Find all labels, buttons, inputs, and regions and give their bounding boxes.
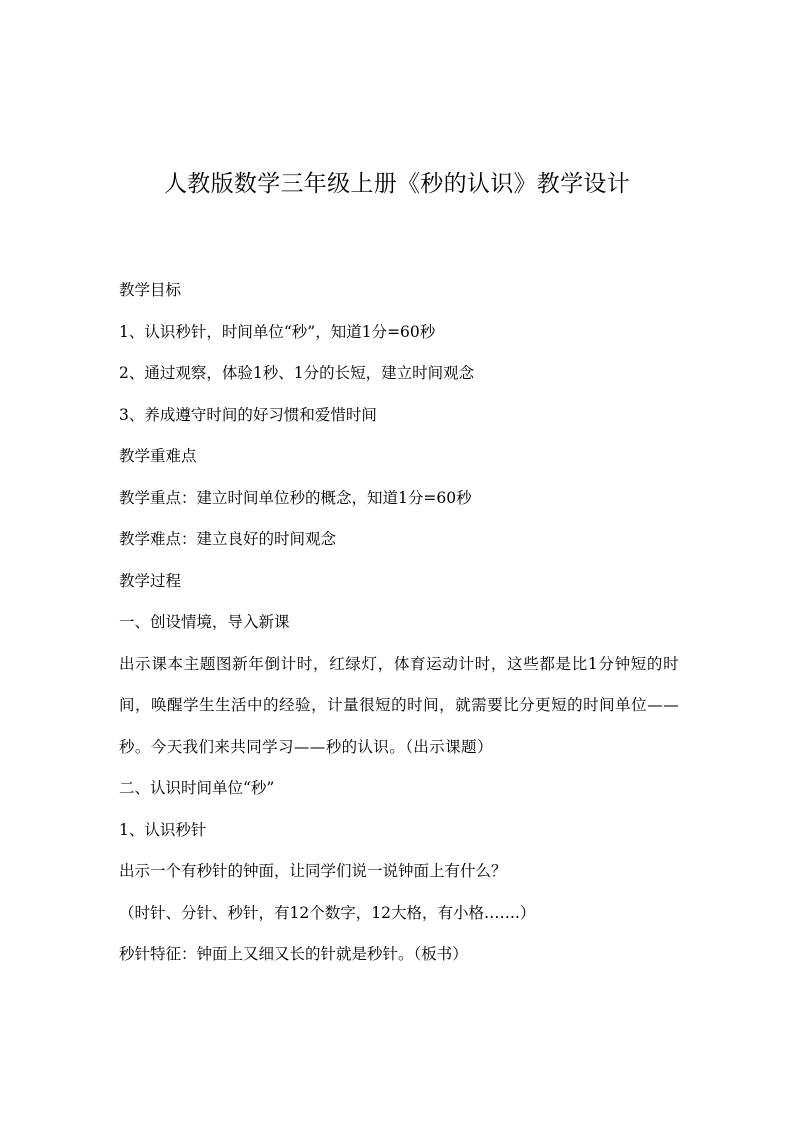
clock-answer-text: （时针、分针、秒针，有12个数字，12大格，有小格…….）	[119, 903, 536, 922]
objective-item-3: 3、养成遵守时间的好习惯和爱惜时间	[119, 405, 377, 424]
intro-paragraph: 出示课本主题图新年倒计时，红绿灯，体育运动计时，这些都是比1分钟短的时间，唤醒学生生活中的经验，计量很短的时间，就需要比分更短的时间单位——秒。今天我们来共同学习——秒的认识。（出示课题）	[119, 654, 679, 756]
clock-prompt-text: 出示一个有秒针的钟面，让同学们说一说钟面上有什么？	[119, 862, 507, 880]
section-heading-process: 教学过程	[119, 571, 182, 590]
section-heading-objectives: 教学目标	[119, 281, 182, 299]
key-point-text: 教学重点：建立时间单位秒的概念，知道1分=60秒	[119, 488, 472, 507]
difficulty-text: 教学难点：建立良好的时间观念	[119, 530, 337, 548]
step-heading-2: 二、认识时间单位“秒”	[119, 779, 275, 797]
document-body	[119, 270, 679, 976]
second-hand-feature-text: 秒针特征：钟面上又细又长的针就是秒针。（板书）	[119, 945, 468, 963]
sub-step-heading-1: 1、认识秒针	[119, 820, 207, 839]
objective-item-2: 2、通过观察，体验1秒、1分的长短，建立时间观念	[119, 364, 475, 382]
document-title: 人教版数学三年级上册《秒的认识》教学设计	[164, 171, 630, 197]
step-heading-1: 一、创设情境，导入新课	[119, 613, 290, 631]
section-heading-key-points: 教学重难点	[119, 447, 197, 465]
objective-item-1: 1、认识秒针，时间单位“秒”，知道1分=60秒	[119, 322, 436, 341]
